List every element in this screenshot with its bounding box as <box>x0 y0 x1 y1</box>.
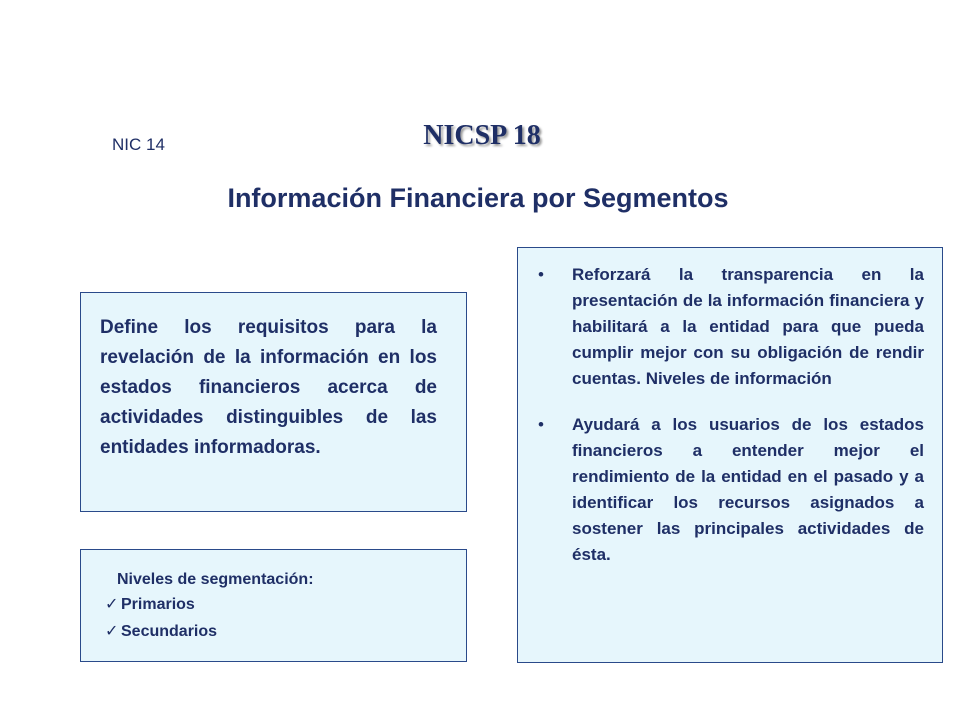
benefits-box <box>517 247 943 663</box>
benefits-list <box>536 262 924 568</box>
checkmark-icon: ✓ <box>105 596 119 613</box>
segmentation-levels-box <box>80 549 467 662</box>
bullet-dot-icon: • <box>538 265 544 284</box>
definition-text: Define los requisitos para la revelación de la información en los estados financieros acerca de actividades distinguibles de las entidades informadoras. <box>100 317 437 458</box>
standard-title: NICSP 18 <box>423 120 541 151</box>
nic-reference: NIC 14 <box>112 135 165 154</box>
segmentation-title: Niveles de segmentación: <box>117 571 314 588</box>
segmentation-list <box>105 591 217 645</box>
segmentation-item-label: Primarios <box>121 596 195 613</box>
bullet-dot-icon: • <box>538 415 544 434</box>
benefit-text: Reforzará la transparencia en la presentación de la información financiera y habilitará a la entidad para que pueda cumplir mejor con su obligación de rendir cuentas. Niveles de información <box>572 265 924 388</box>
segmentation-item-secondary <box>105 618 217 645</box>
segmentation-item-label: Secundarios <box>121 623 218 640</box>
benefit-item <box>536 412 924 568</box>
page-title: Información Financiera por Segmentos <box>227 183 729 213</box>
benefit-text: Ayudará a los usuarios de los estados financieros a entender mejor el rendimiento de la entidad en el pasado y a identificar los recursos asignados a sostener las principales actividades de ésta. <box>572 415 924 564</box>
segmentation-item-primary <box>105 591 217 618</box>
checkmark-icon: ✓ <box>105 623 119 640</box>
definition-box <box>80 292 467 512</box>
benefit-item <box>536 262 924 392</box>
